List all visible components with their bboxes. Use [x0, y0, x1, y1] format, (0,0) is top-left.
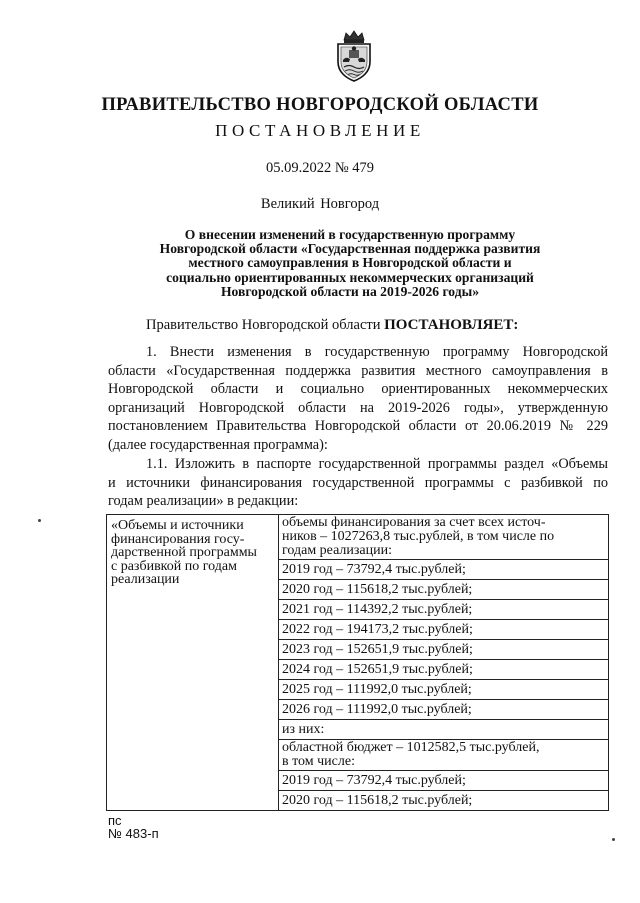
year-row: 2019 год – 73792,4 тыс.рублей; — [279, 560, 608, 580]
financing-table — [106, 514, 609, 811]
decree-prefix: Правительство Новгородской области — [146, 317, 385, 333]
cell-line: ников – 1027263,8 тыс.рублей, в том числе по — [282, 529, 555, 544]
cell-line: объемы финансирования за счет всех источ- — [282, 515, 546, 530]
year-row: 2020 год – 115618,2 тыс.рублей; — [282, 793, 473, 808]
subject-line: местного самоуправления в Новгородской области и — [188, 255, 512, 271]
paragraph-1-1 — [108, 455, 608, 511]
table-values — [279, 515, 609, 811]
year-row: 2023 год – 152651,9 тыс.рублей; — [279, 640, 608, 660]
footer-marker: пс — [108, 813, 122, 828]
decree-verb: ПОСТАНОВЛЯЕТ: — [384, 317, 519, 333]
coat-of-arms-icon — [332, 30, 376, 82]
paragraph-line: годам реализации» в редакции: — [108, 493, 299, 510]
year-row: 2025 год – 111992,0 тыс.рублей; — [279, 680, 608, 700]
document-subject — [130, 228, 570, 299]
document-type: ПОСТАНОВЛЕНИЕ — [215, 121, 425, 140]
document-footer — [108, 814, 159, 840]
subject-line: социально ориентированных некоммерческих организаций — [166, 269, 534, 285]
subject-line: О внесении изменений в государственную программу — [184, 227, 516, 242]
total-financing-cell — [279, 515, 608, 560]
label-line: дарственной программы — [111, 545, 257, 560]
label-line: реализации — [111, 572, 180, 587]
cell-line: годам реализации: — [282, 543, 392, 558]
label-line: с разбивкой по годам — [111, 558, 237, 574]
table-row — [107, 515, 609, 811]
year-row: 2026 год – 111992,0 тыс.рублей; — [279, 700, 608, 720]
document-date-number: 05.09.2022 № 479 — [265, 160, 375, 176]
table-section-label — [107, 515, 279, 811]
paragraph-line: Новгородской области и социально ориентированных некоммерческих — [108, 381, 608, 398]
year-row: 2021 год – 114392,2 тыс.рублей; — [279, 600, 608, 620]
government-title: ПРАВИТЕЛЬСТВО НОВГОРОДСКОЙ ОБЛАСТИ — [101, 95, 539, 115]
year-row: 2022 год – 194173,2 тыс.рублей; — [279, 620, 608, 640]
regional-budget-cell — [279, 740, 608, 771]
paragraph-line: и источники финансирования государственной программы с разбивкой по — [108, 474, 608, 491]
paragraph-line: области «Государственная поддержка развития местного самоуправления в — [108, 362, 608, 379]
year-row: 2019 год – 73792,4 тыс.рублей; — [279, 771, 608, 791]
paragraph-line: организаций Новгородской области на 2019-2026 годы», утвержденную — [108, 399, 608, 416]
year-row: 2020 год – 115618,2 тыс.рублей; — [279, 580, 608, 600]
of-them-row: из них: — [279, 720, 608, 740]
scan-dot — [612, 838, 615, 841]
paragraph-line: постановлением Правительства Новгородской области от 20.06.2019 № 229 — [108, 418, 608, 435]
paragraph-line: 1. Внести изменения в государственную программу Новгородской — [146, 344, 608, 360]
subject-line: Новгородской области на 2019-2026 годы» — [220, 283, 480, 299]
year-row: 2024 год – 152651,9 тыс.рублей; — [279, 660, 608, 680]
decree-statement — [146, 317, 518, 334]
label-line: финансирования госу- — [111, 531, 245, 547]
cell-line: областной бюджет – 1012582,5 тыс.рублей, — [282, 740, 540, 755]
paragraph-line: (далее государственная программа): — [108, 436, 328, 453]
label-line: «Объемы и источники — [111, 518, 244, 533]
cell-line: в том числе: — [282, 754, 355, 769]
subject-line: Новгородской области «Государственная поддержка развития — [159, 241, 541, 257]
paragraph-1 — [108, 343, 608, 455]
footer-number: № 483-п — [108, 826, 159, 841]
document-place: Великий Новгород — [260, 196, 380, 212]
scan-dot — [38, 519, 41, 522]
paragraph-line: 1.1. Изложить в паспорте государственной программы раздел «Объемы — [146, 456, 608, 472]
